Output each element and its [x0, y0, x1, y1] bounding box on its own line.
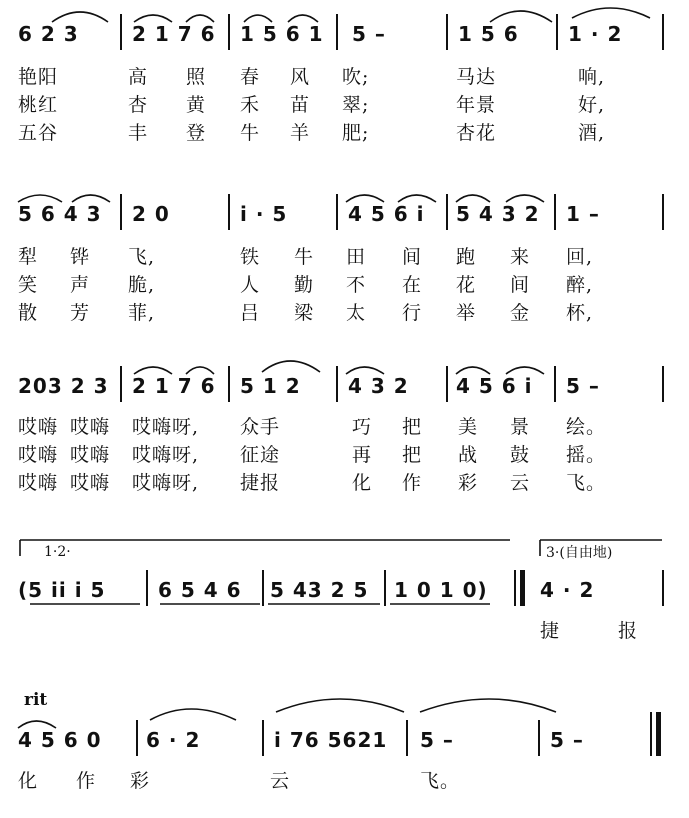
lyric-word: 太 — [346, 302, 367, 324]
measure: 6 5 4 6 — [158, 578, 242, 602]
lyric-word: 来 — [510, 246, 531, 268]
lyric-word: 云 — [270, 770, 291, 792]
lyric-word: 风 — [290, 66, 311, 88]
barline — [120, 14, 122, 50]
lyric-word: 脆, — [128, 274, 156, 296]
final-barline-thin — [650, 712, 652, 756]
barline — [406, 720, 408, 756]
measure: 1 5 6 — [458, 22, 519, 46]
lyric-word: 犁 — [18, 246, 39, 268]
barline — [446, 14, 448, 50]
lyric-word: 在 — [402, 274, 423, 296]
lyric-word: 哎嗨 — [18, 472, 59, 494]
barline — [662, 194, 664, 230]
staff-line-3 — [0, 352, 689, 502]
lyric-word: 登 — [186, 122, 207, 144]
barline — [262, 720, 264, 756]
barline — [662, 570, 664, 606]
lyric-word: 桃红 — [18, 94, 59, 116]
lyric-word: 铁 — [240, 246, 261, 268]
lyric-word: 哎嗨 — [70, 444, 111, 466]
lyric-word: 巧 — [352, 416, 373, 438]
lyric-word: 再 — [352, 444, 373, 466]
lyric-word: 报 — [618, 620, 639, 642]
lyric-word: 散 — [18, 302, 39, 324]
measure: 4 5 6 i — [456, 374, 533, 398]
barline — [336, 14, 338, 50]
tempo-mark: rit — [24, 690, 48, 710]
lyric-word: 醉, — [566, 274, 594, 296]
measure: 1 – — [566, 202, 600, 226]
lyric-word: 云 — [510, 472, 531, 494]
lyric-word: 芳 — [70, 302, 91, 324]
lyric-word: 哎嗨呀, — [132, 416, 200, 438]
lyric-word: 景 — [510, 416, 531, 438]
lyric-word: 战 — [458, 444, 479, 466]
lyric-word: 间 — [402, 246, 423, 268]
lyric-word: 五谷 — [18, 122, 59, 144]
barline — [554, 194, 556, 230]
volta-ending-1: 1·2· — [44, 544, 71, 560]
lyric-word: 春 — [240, 66, 261, 88]
barline — [120, 366, 122, 402]
staff-line-1 — [0, 0, 689, 150]
measure: 6 · 2 — [146, 728, 201, 752]
lyric-word: 彩 — [130, 770, 151, 792]
barline — [228, 366, 230, 402]
lyric-word: 艳阳 — [18, 66, 59, 88]
measure: 2 0 — [132, 202, 170, 226]
lyric-word: 梁 — [294, 302, 315, 324]
lyric-word: 田 — [346, 246, 367, 268]
lyric-word: 哎嗨 — [70, 416, 111, 438]
lyric-word: 好, — [578, 94, 606, 116]
barline — [446, 194, 448, 230]
measure: 5 – — [566, 374, 600, 398]
lyric-word: 禾 — [240, 94, 261, 116]
measure: 5 1 2 — [240, 374, 301, 398]
lyric-word: 化 — [352, 472, 373, 494]
lyric-word: 捷报 — [240, 472, 281, 494]
lyric-word: 彩 — [458, 472, 479, 494]
lyric-word: 马达 — [456, 66, 497, 88]
measure: 4 3 2 — [348, 374, 409, 398]
measure: 6 2 3 — [18, 22, 79, 46]
lyric-word: 铧 — [70, 246, 91, 268]
lyric-word: 跑 — [456, 246, 477, 268]
lyric-word: 酒, — [578, 122, 606, 144]
lyric-word: 勤 — [294, 274, 315, 296]
lyric-word: 杯, — [566, 302, 594, 324]
measure: 2 1 7 6 — [132, 374, 216, 398]
lyric-word: 牛 — [240, 122, 261, 144]
measure: 4 · 2 — [540, 578, 595, 602]
lyric-word: 哎嗨 — [18, 444, 59, 466]
lyric-word: 哎嗨 — [18, 416, 59, 438]
lyric-word: 杏 — [128, 94, 149, 116]
lyric-word: 化 — [18, 770, 39, 792]
lyric-word: 回, — [566, 246, 594, 268]
barline — [384, 570, 386, 606]
lyric-word: 翠; — [342, 94, 370, 116]
lyric-word: 飞, — [128, 246, 156, 268]
lyric-word: 高 — [128, 66, 149, 88]
lyric-word: 黄 — [186, 94, 207, 116]
measure: 5 6 4 3 — [18, 202, 102, 226]
measure: 5 – — [550, 728, 584, 752]
staff-line-5 — [0, 690, 689, 818]
lyric-word: 牛 — [294, 246, 315, 268]
lyric-word: 不 — [346, 274, 367, 296]
lyric-word: 声 — [70, 274, 91, 296]
lyric-word: 照 — [186, 66, 207, 88]
lyric-word: 哎嗨呀, — [132, 472, 200, 494]
repeat-barline-thin — [514, 570, 516, 606]
barline — [228, 194, 230, 230]
measure: i 76 5621 — [274, 728, 388, 752]
lyric-word: 花 — [456, 274, 477, 296]
repeat-barline-thick — [520, 570, 525, 606]
lyric-word: 羊 — [290, 122, 311, 144]
lyric-word: 举 — [456, 302, 477, 324]
measure: 4 5 6 0 — [18, 728, 102, 752]
lyric-word: 金 — [510, 302, 531, 324]
barline — [446, 366, 448, 402]
measure: 5 43 2 5 — [270, 578, 369, 602]
lyric-word: 作 — [402, 472, 423, 494]
staff-line-2 — [0, 180, 689, 330]
measure: 1 5 6 1 — [240, 22, 324, 46]
lyric-word: 把 — [402, 416, 423, 438]
barline — [556, 14, 558, 50]
lyric-word: 哎嗨呀, — [132, 444, 200, 466]
measure: 203 2 3 — [18, 374, 109, 398]
lyric-word: 笑 — [18, 274, 39, 296]
barline — [662, 14, 664, 50]
lyric-word: 年景 — [456, 94, 497, 116]
lyric-word: 作 — [76, 770, 97, 792]
lyric-word: 吕 — [240, 302, 261, 324]
measure: 2 1 7 6 — [132, 22, 216, 46]
lyric-word: 征途 — [240, 444, 281, 466]
lyric-word: 间 — [510, 274, 531, 296]
measure: (5 ii i 5 — [18, 578, 106, 602]
barline — [336, 366, 338, 402]
barline — [228, 14, 230, 50]
lyric-word: 美 — [458, 416, 479, 438]
lyric-word: 行 — [402, 302, 423, 324]
measure: 5 – — [420, 728, 454, 752]
barline — [538, 720, 540, 756]
final-barline-thick — [656, 712, 661, 756]
lyric-word: 飞。 — [420, 770, 461, 792]
lyric-word: 人 — [240, 274, 261, 296]
lyric-word: 苗 — [290, 94, 311, 116]
measure: i · 5 — [240, 202, 288, 226]
measure: 5 4 3 2 — [456, 202, 540, 226]
lyric-word: 众手 — [240, 416, 281, 438]
lyric-word: 哎嗨 — [70, 472, 111, 494]
volta-ending-3: 3·(自由地) — [546, 545, 613, 561]
measure: 4 5 6 i — [348, 202, 425, 226]
barline — [146, 570, 148, 606]
measure: 1 · 2 — [568, 22, 623, 46]
staff-line-4 — [0, 530, 689, 650]
barline — [662, 366, 664, 402]
lyric-word: 丰 — [128, 122, 149, 144]
lyric-verse-1 — [18, 62, 58, 89]
barline — [336, 194, 338, 230]
lyric-word: 菲, — [128, 302, 156, 324]
lyric-word: 吹; — [342, 66, 370, 88]
lyric-word: 杏花 — [456, 122, 497, 144]
barline — [554, 366, 556, 402]
barline — [262, 570, 264, 606]
measure: 5 – — [352, 22, 386, 46]
lyric-word: 捷 — [540, 620, 561, 642]
lyric-word: 绘。 — [566, 416, 607, 438]
lyric-word: 把 — [402, 444, 423, 466]
lyric-word: 摇。 — [566, 444, 607, 466]
measure: 1 0 1 0) — [394, 578, 488, 602]
lyric-word: 飞。 — [566, 472, 607, 494]
lyric-word: 肥; — [342, 122, 370, 144]
barline — [120, 194, 122, 230]
lyric-word: 响, — [578, 66, 606, 88]
barline — [136, 720, 138, 756]
lyric-word: 鼓 — [510, 444, 531, 466]
